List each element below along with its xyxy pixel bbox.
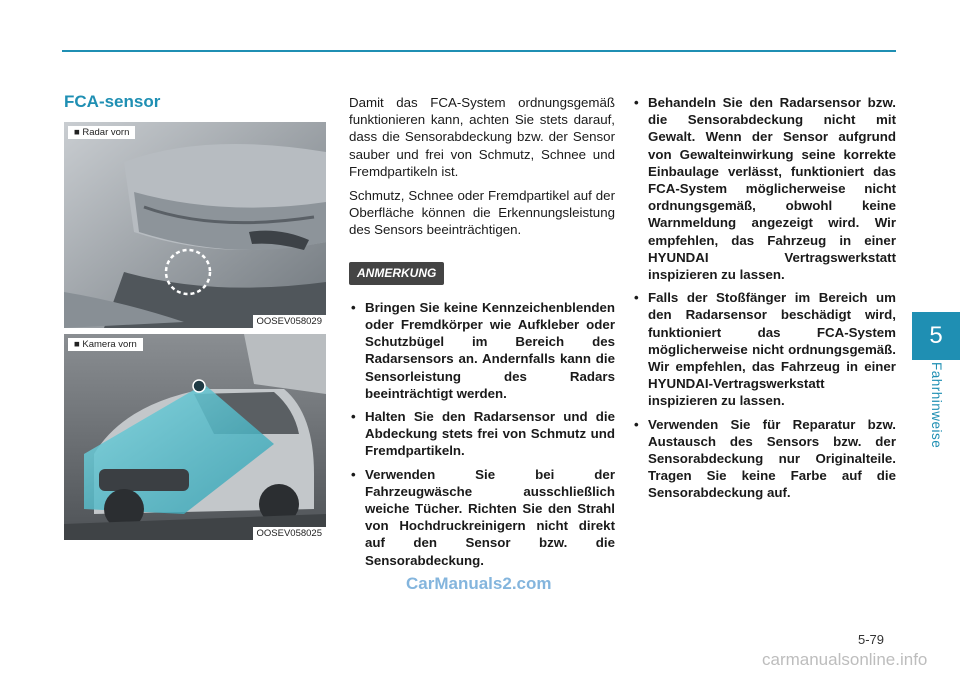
car-camera-illustration	[64, 334, 326, 540]
note-label: ANMERKUNG	[349, 262, 444, 285]
bullet-list	[632, 94, 896, 502]
note-bullet-list	[349, 299, 615, 569]
watermark-footer: carmanualsonline.info	[762, 650, 928, 669]
chapter-number-tab: 5	[912, 312, 960, 360]
list-item: • Verwenden Sie bei der Fahrzeugwäsche ausschließlich weiche Tücher. Richten Sie den Strahl von Hochdruckreinigern nicht direkt auf den Sensor bzw. die Sensorabdeckung.	[349, 466, 615, 569]
section-title: FCA-sensor	[64, 92, 161, 111]
list-item: • Falls der Stoßfänger im Bereich um den Radarsensor beschädigt wird, funktioniert das FCA-System möglicherweise nicht ordnungsgemäß. Wir empfehlen, das Fahrzeug in einer HYUNDAI-Vertragswerkstatt inspizieren zu lassen.	[632, 289, 896, 409]
header-rule	[62, 50, 896, 52]
watermark-overlay: CarManuals2.com	[406, 574, 552, 593]
page-number: 5-79	[858, 632, 885, 647]
camera-marker	[193, 380, 205, 392]
figure-label: ■ Kamera vorn	[68, 338, 143, 351]
list-item: • Halten Sie den Radarsensor und die Abdeckung stets frei von Schmutz und Fremdpartikeln.	[349, 408, 615, 460]
chapter-label: Fahrhinweise	[929, 362, 944, 449]
car-front-radar-illustration	[64, 122, 326, 328]
paragraph: Schmutz, Schnee oder Fremdpartikel auf der Oberfläche können die Erkennungsleistung des Sensors beeinträchtigen.	[349, 188, 615, 238]
figure-camera-front	[64, 334, 326, 540]
figure-code: OOSEV058025	[253, 527, 327, 540]
list-item: • Verwenden Sie für Reparatur bzw. Austausch des Sensors bzw. der Sensorabdeckung nur Originalteile. Tragen Sie keine Farbe auf die Sensorabdeckung auf.	[632, 416, 896, 502]
text-column-middle	[349, 94, 615, 575]
list-item: • Behandeln Sie den Radarsensor bzw. die Sensorabdeckung nicht mit Gewalt. Wenn der Sensor aufgrund von Gewalteinwirkung seine korrekte Einbaulage verlässt, funktioniert das FCA-System möglicherweise nicht ordnungsgemäß, obwohl keine Warnmeldung angezeigt wird. Wir empfehlen, das Fahrzeug in einer HYUNDAI Vertragswerkstatt inspizieren zu lassen.	[632, 94, 896, 283]
list-item: • Bringen Sie keine Kennzeichenblenden oder Fremdkörper wie Aufkleber oder Schutzbügel im Bereich des Radarsensors an. Andernfalls kann die Sensorleistung des Radars beeinträchtigt werden.	[349, 299, 615, 402]
figure-radar-front	[64, 122, 326, 328]
figure-label: ■ Radar vorn	[68, 126, 135, 139]
paragraph: Damit das FCA-System ordnungsgemäß funktionieren kann, achten Sie stets darauf, dass die Sensorabdeckung bzw. der Sensor sauber und frei von Schmutz, Schnee und Fremdpartikeln ist.	[349, 95, 615, 179]
text-column-right	[632, 94, 896, 508]
figure-code: OOSEV058029	[253, 315, 327, 328]
